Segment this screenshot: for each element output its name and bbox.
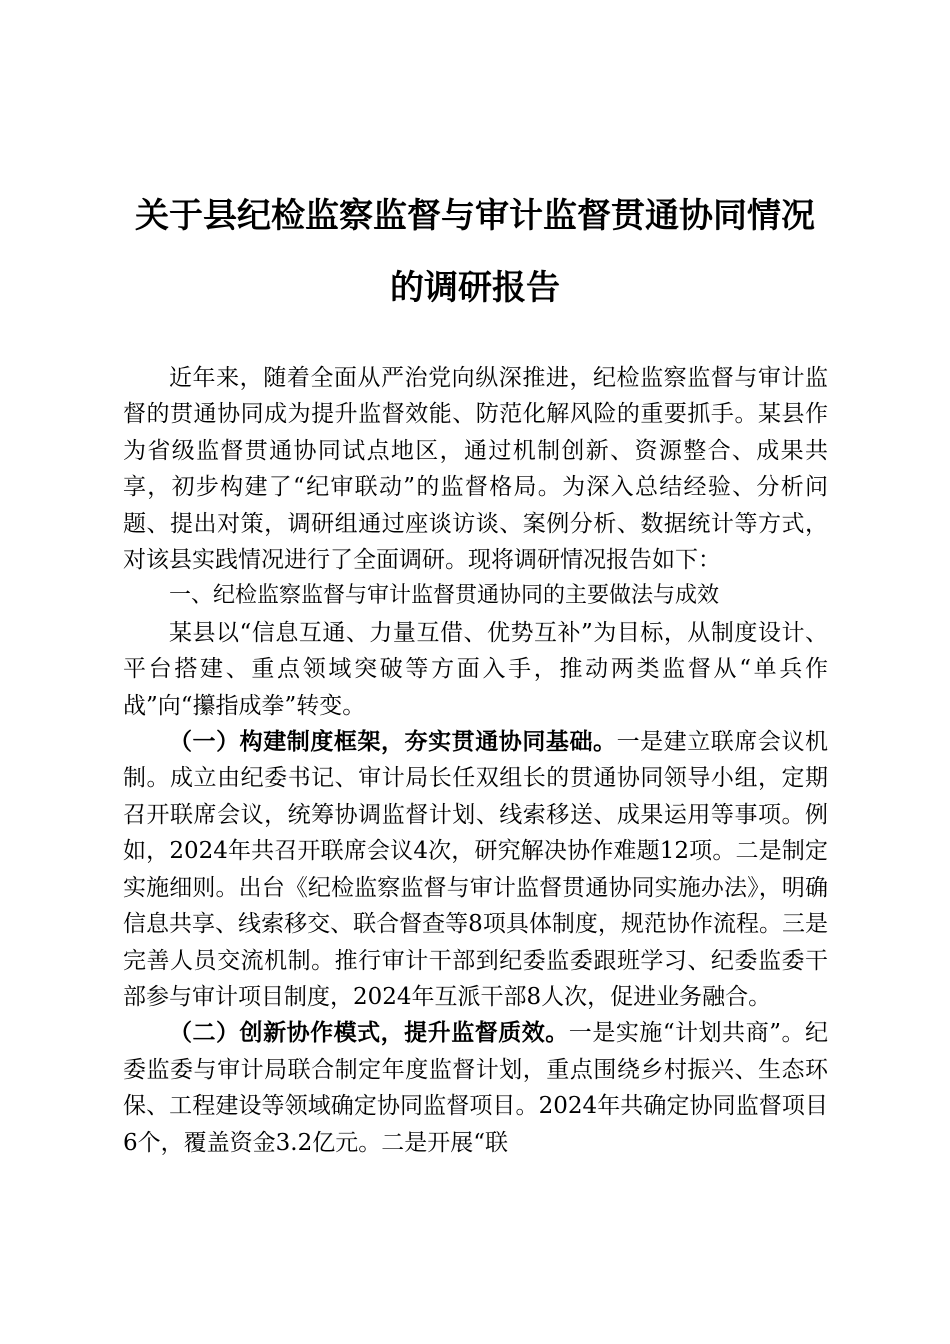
subsection-2-body: 一是实施“计划共商”。纪委监委与审计局联合制定年度监督计划，重点围绕乡村振兴、生态环保、工程建设等领域确定协同监督项目。2024年共确定协同监督项目6个，覆盖资金3.2亿元。二是开展“联 <box>123 1020 828 1156</box>
subsection-1-body: 一是建立联席会议机制。成立由纪委书记、审计局长任双组长的贯通协同领导小组，定期召开联席会议，统筹协调监督计划、线索移送、成果运用等事项。例如，2024年共召开联席会议4次，研究解决协作难题12项。二是制定实施细则。出台《纪检监察监督与审计监督贯通协同实施办法》，明确信息共享、线索移交、联合督查等8项具体制度，规范协作流程。三是完善人员交流机制。推行审计干部到纪委监委跟班学习、纪委监委干部参与审计项目制度，2024年互派干部8人次，促进业务融合。 <box>123 729 829 1010</box>
section-1-intro-paragraph: 某县以“信息互通、力量互借、优势互补”为目标，从制度设计、平台搭建、重点领域突破等方面入手，推动两类监督从“单兵作战”向“攥指成拳”转变。 <box>123 619 828 719</box>
subsection-1-heading: （一）构建制度框架，夯实贯通协同基础。 <box>169 728 617 756</box>
document-title-line-2: 的调研报告 <box>390 268 560 308</box>
intro-paragraph: 近年来，随着全面从严治党向纵深推进，纪检监察监督与审计监督的贯通协同成为提升监督效能、防范化解风险的重要抓手。某县作为省级监督贯通协同试点地区，通过机制创新、资源整合、成果共享，初步构建了“纪审联动”的监督格局。为深入总结经验、分析问题、提出对策，调研组通过座谈访谈、案例分析、数据统计等方式，对该县实践情况进行了全面调研。现将调研情况报告如下： <box>123 365 828 574</box>
subsection-2-heading: （二）创新协作模式，提升监督质效。 <box>169 1019 569 1047</box>
section-1-heading: 一、纪检监察监督与审计监督贯通协同的主要做法与成效 <box>169 583 720 609</box>
subsection-2-paragraph <box>123 1015 828 1161</box>
document-title-line-1: 关于县纪检监察监督与审计监督贯通协同情况 <box>135 196 815 236</box>
document-body <box>123 360 828 1161</box>
subsection-1-paragraph <box>123 724 828 1015</box>
